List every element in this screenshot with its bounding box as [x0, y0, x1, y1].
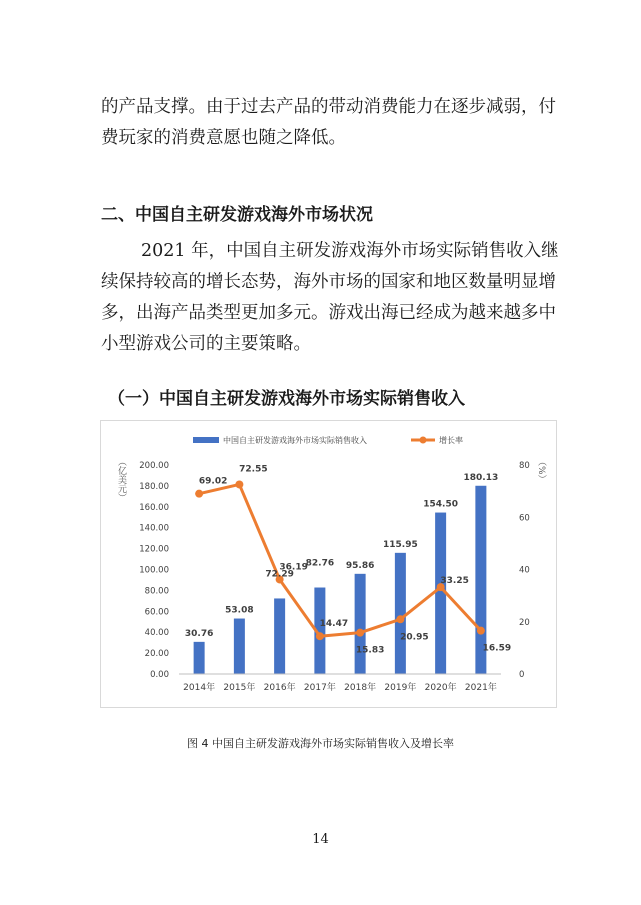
x-tick-label: 2014年	[183, 683, 216, 693]
chart-svg	[101, 421, 556, 707]
y2-axis-title	[536, 457, 547, 484]
line-data-label: 14.47	[319, 619, 349, 630]
y2-axis-ticks	[519, 461, 530, 680]
section-heading: 二、中国自主研发游戏海外市场状况	[101, 205, 373, 225]
revenue-bar	[274, 598, 285, 674]
y-tick-label: 20.00	[144, 649, 169, 660]
y-tick-label: 120.00	[139, 544, 169, 555]
line-data-label: 33.25	[440, 576, 469, 587]
y-tick-label: 40.00	[144, 628, 169, 639]
y-tick-label: 0.00	[150, 670, 169, 680]
y-axis-title	[116, 457, 127, 502]
line-data-label: 36.19	[279, 562, 308, 573]
bar-data-label: 53.08	[225, 605, 254, 616]
y-axis-ticks	[139, 461, 169, 680]
bar-data-label: 180.13	[463, 472, 499, 483]
chart-legend	[193, 435, 463, 445]
growth-rate-point	[356, 629, 364, 637]
figure-caption: 图 4 中国自主研发游戏海外市场实际销售收入及增长率	[187, 737, 454, 750]
line-data-label: 16.59	[482, 643, 512, 654]
line-data-label: 72.55	[239, 464, 268, 475]
y-axis-title-text: （亿美元）	[116, 457, 126, 502]
y2-tick-label: 80	[519, 461, 530, 471]
growth-rate-point	[396, 615, 404, 623]
y2-tick-label: 0	[519, 670, 525, 680]
bar-data-label: 154.50	[423, 499, 458, 510]
x-tick-label: 2017年	[303, 683, 336, 693]
x-tick-label: 2018年	[344, 683, 377, 693]
revenue-bar	[355, 574, 366, 674]
y-tick-label: 80.00	[144, 586, 169, 597]
y-tick-label: 100.00	[139, 565, 169, 576]
bar-data-label: 30.76	[184, 628, 214, 639]
y2-tick-label: 40	[519, 565, 530, 576]
legend-bar-swatch	[193, 437, 219, 443]
line-data-label: 69.02	[198, 476, 228, 487]
revenue-bar	[194, 642, 205, 674]
y2-tick-label: 20	[519, 617, 530, 628]
subsection-heading: （一）中国自主研发游戏海外市场实际销售收入	[108, 389, 465, 409]
y2-axis-title-text: （%）	[536, 457, 546, 484]
line-data-label: 15.83	[355, 645, 385, 656]
y2-tick-label: 60	[519, 513, 530, 524]
x-tick-label: 2021年	[464, 683, 497, 693]
legend-line-label: 增长率	[439, 436, 463, 445]
revenue-bar	[395, 553, 406, 674]
revenue-growth-chart	[100, 420, 557, 708]
growth-rate-point	[316, 632, 324, 640]
page-number: 14	[312, 832, 329, 847]
line-data-label: 20.95	[400, 632, 429, 643]
data-labels	[185, 464, 511, 655]
y-tick-label: 160.00	[139, 502, 169, 513]
bar-data-label: 115.95	[383, 539, 418, 550]
legend-line-marker	[420, 437, 427, 444]
growth-rate-point	[195, 490, 203, 498]
bar-data-label: 95.86	[345, 560, 375, 571]
growth-rate-point	[477, 627, 485, 635]
paragraph-overseas-market: 2021 年，中国自主研发游戏海外市场实际销售收入继续保持较高的增长态势，海外市场的国家和地区数量明显增多，出海产品类型更加多元。游戏出海已经成为越来越多中小型游戏公司的主要策略。	[101, 241, 559, 354]
y-tick-label: 180.00	[139, 481, 169, 492]
x-tick-label: 2019年	[384, 683, 417, 693]
x-tick-label: 2015年	[223, 683, 256, 693]
y-tick-label: 140.00	[139, 523, 169, 534]
y-tick-label: 200.00	[139, 461, 169, 471]
revenue-bar	[234, 619, 245, 674]
x-axis-ticks	[179, 674, 501, 693]
growth-rate-point	[235, 480, 243, 488]
y-tick-label: 60.00	[144, 607, 169, 618]
bar-data-label: 82.76	[305, 558, 335, 569]
bar-data-label: 72.29	[265, 569, 294, 580]
paragraph-continuation: 的产品支撑。由于过去产品的带动消费能力在逐步减弱，付费玩家的消费意愿也随之降低。	[101, 97, 556, 148]
x-tick-label: 2016年	[263, 683, 296, 693]
x-tick-label: 2020年	[424, 683, 457, 693]
legend-bar-label: 中国自主研发游戏海外市场实际销售收入	[223, 436, 367, 445]
